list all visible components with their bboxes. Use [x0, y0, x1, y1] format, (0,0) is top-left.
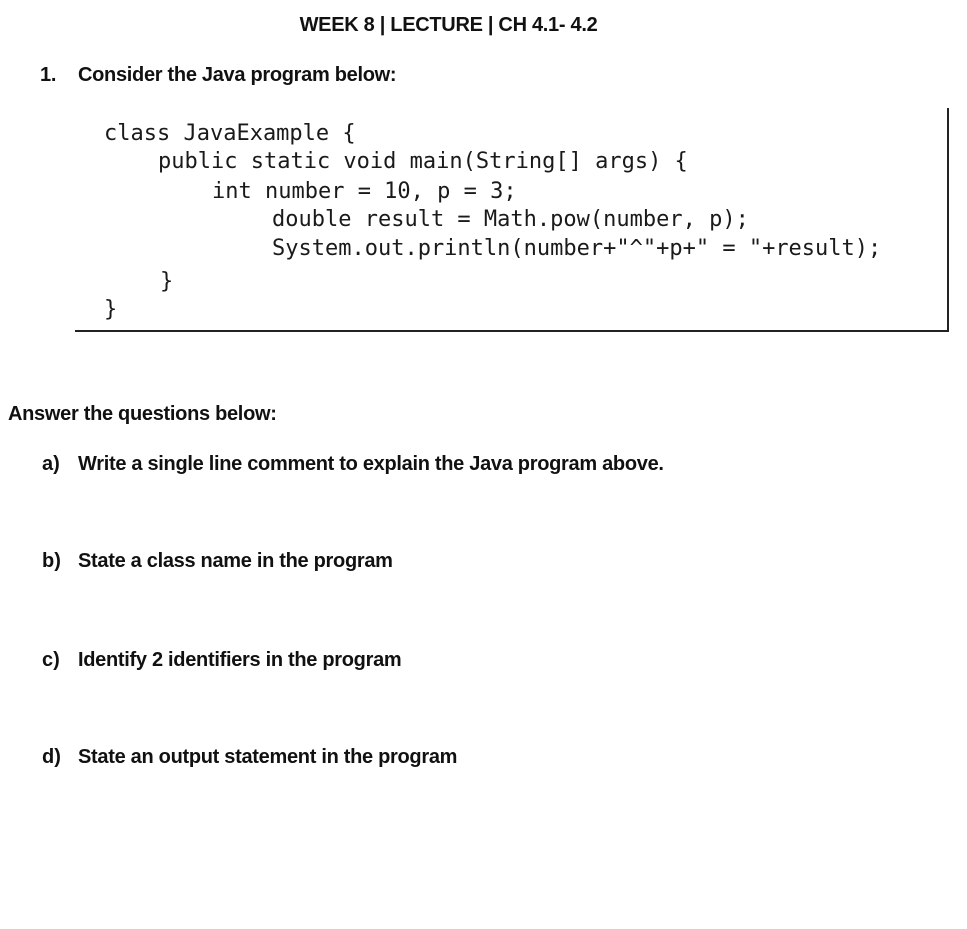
- question-text: Consider the Java program below:: [78, 64, 397, 86]
- answer-label-d: d): [42, 746, 61, 768]
- answer-question-c: Identify 2 identifiers in the program: [78, 649, 402, 671]
- answer-question-d: State an output statement in the program: [78, 746, 458, 768]
- answer-label-a: a): [42, 453, 60, 475]
- code-line-close-class: }: [104, 297, 118, 322]
- code-line-class: class JavaExample {: [104, 121, 356, 146]
- code-line-close-method: }: [160, 269, 174, 294]
- code-line-println: System.out.println(number+"^"+p+" = "+result);: [272, 236, 882, 261]
- code-line-main: public static void main(String[] args) {: [158, 149, 688, 174]
- code-line-double: double result = Math.pow(number, p);: [272, 207, 749, 232]
- code-line-int: int number = 10, p = 3;: [212, 179, 517, 204]
- answer-question-b: State a class name in the program: [78, 550, 393, 572]
- page-title: WEEK 8 | LECTURE | CH 4.1- 4.2: [299, 14, 598, 36]
- answer-label-b: b): [42, 550, 61, 572]
- answer-question-a: Write a single line comment to explain the Java program above.: [78, 453, 664, 475]
- answer-label-c: c): [42, 649, 60, 671]
- answer-heading: Answer the questions below:: [8, 403, 277, 425]
- question-number: 1.: [40, 64, 57, 86]
